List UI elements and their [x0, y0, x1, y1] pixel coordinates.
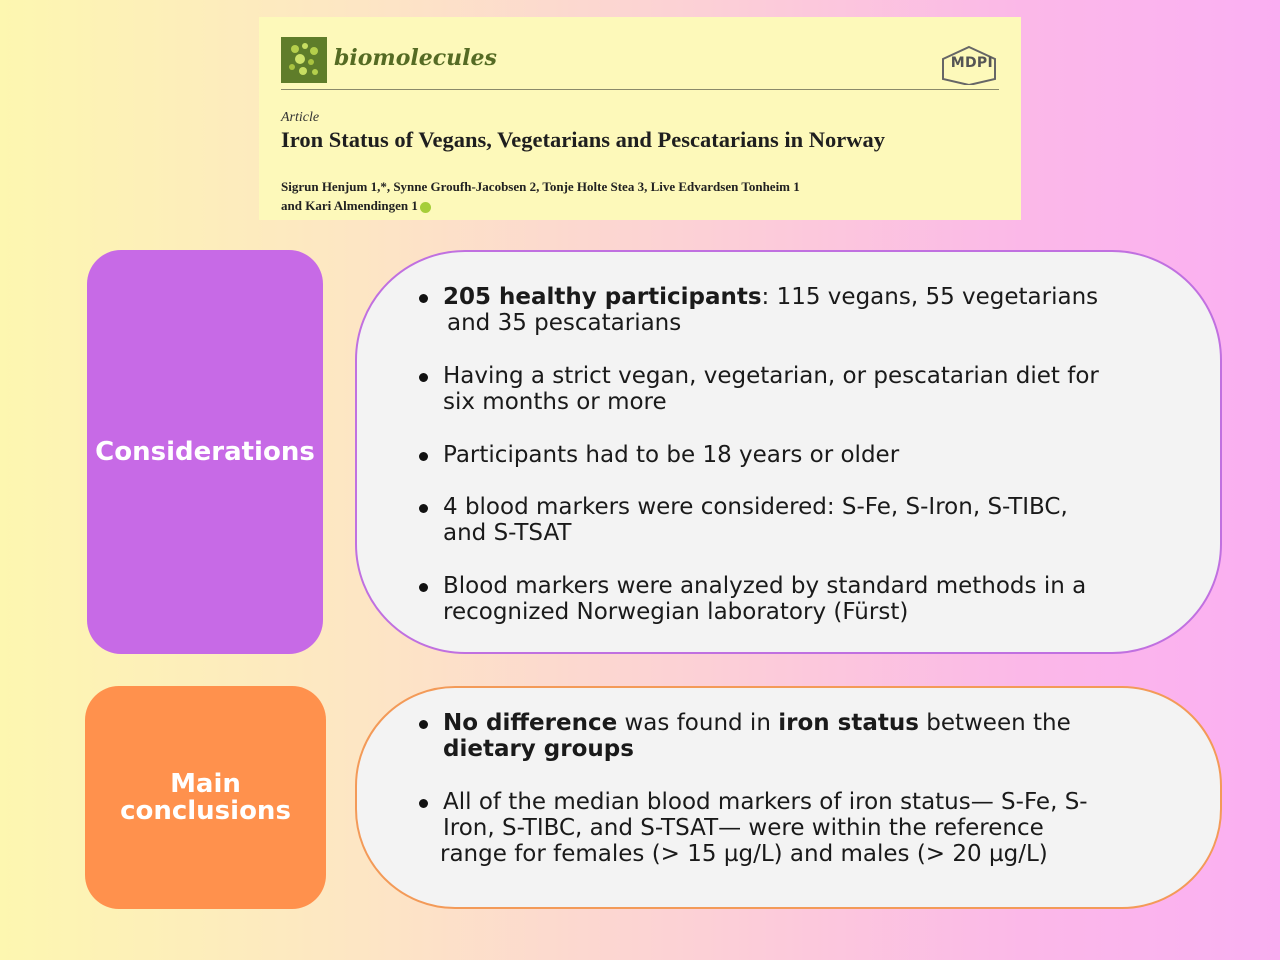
- journal-logo-icon: [281, 37, 327, 83]
- bullet-icon: [419, 504, 428, 513]
- publisher-name: MDPI: [950, 55, 993, 71]
- bullet-icon: [419, 799, 428, 808]
- article-authors: [281, 177, 981, 215]
- list-item: Blood markers were analyzed by standard methods in a recognized Norwegian laboratory (Fürst): [443, 573, 1086, 625]
- header-divider: [281, 89, 999, 90]
- list-item: All of the median blood markers of iron status— S-Fe, S- Iron, S-TIBC, and S-TSAT— were within the reference range for females (> 15 µg/L) and males (> 20 µg/L): [443, 789, 1088, 867]
- considerations-panel: [355, 250, 1222, 654]
- journal-name: biomolecules: [334, 45, 497, 71]
- bullet-icon: [419, 373, 428, 382]
- bullet-icon: [419, 452, 428, 461]
- bullet-icon: [419, 294, 428, 303]
- journal-row: [281, 37, 999, 89]
- considerations-label: Considerations: [87, 250, 323, 654]
- authors-line-2: and Kari Almendingen 1: [281, 196, 981, 215]
- conclusions-label: Main conclusions: [85, 686, 326, 909]
- bullet-icon: [419, 583, 428, 592]
- list-item: 205 healthy participants: 115 vegans, 55 vegetarians and 35 pescatarians: [443, 284, 1098, 336]
- article-title: Iron Status of Vegans, Vegetarians and Pescatarians in Norway: [281, 127, 886, 152]
- orcid-icon: [420, 202, 431, 213]
- list-item: Having a strict vegan, vegetarian, or pescatarian diet for six months or more: [443, 363, 1099, 415]
- authors-line-1: Sigrun Henjum 1,*, Synne Groufh-Jacobsen 2, Tonje Holte Stea 3, Live Edvardsen Tonheim 1: [281, 179, 800, 194]
- article-type: Article: [281, 110, 320, 125]
- list-item: 4 blood markers were considered: S-Fe, S-Iron, S-TIBC, and S-TSAT: [443, 494, 1068, 546]
- bullet-icon: [419, 720, 428, 729]
- list-item: No difference was found in iron status between the dietary groups: [443, 710, 1071, 762]
- article-header-card: [259, 17, 1021, 220]
- list-item: Participants had to be 18 years or older: [443, 442, 899, 468]
- conclusions-panel: [355, 686, 1222, 909]
